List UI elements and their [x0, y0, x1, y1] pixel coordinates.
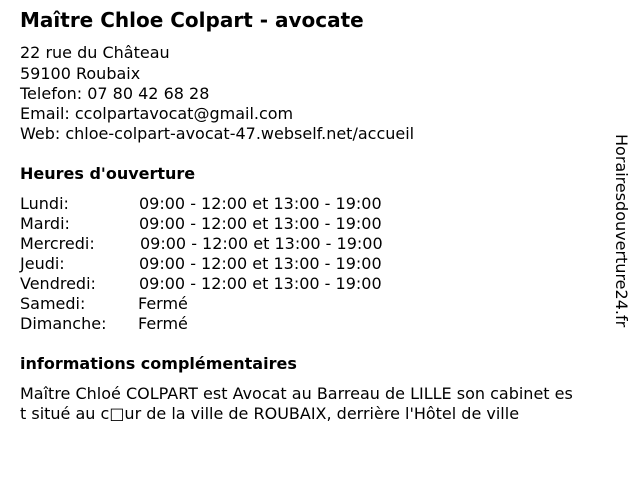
day-hours: 09:00 - 12:00 et 13:00 - 19:00 [139, 254, 382, 273]
page-title: Maître Chloe Colpart - avocate [20, 8, 364, 32]
address-street: 22 rue du Château [20, 43, 170, 62]
day-label: Mercredi: [20, 234, 95, 253]
hours-heading: Heures d'ouverture [20, 164, 196, 183]
email-line: Email: ccolpartavocat@gmail.com [20, 104, 294, 123]
day-label: Samedi: [20, 294, 86, 313]
phone-line: Telefon: 07 80 42 68 28 [20, 84, 210, 103]
day-label: Mardi: [20, 214, 70, 233]
info-heading: informations complémentaires [20, 354, 297, 373]
day-hours: 09:00 - 12:00 et 13:00 - 19:00 [140, 234, 383, 253]
address-city: 59100 Roubaix [20, 64, 141, 83]
day-label: Jeudi: [20, 254, 65, 273]
day-label: Lundi: [20, 194, 69, 213]
web-line: Web: chloe-colpart-avocat-47.webself.net/accueil [20, 124, 415, 143]
info-text-line-2: t situé au c□ur de la ville de ROUBAIX, derrière l'Hôtel de ville [20, 404, 520, 423]
day-hours: 09:00 - 12:00 et 13:00 - 19:00 [139, 274, 382, 293]
site-watermark: Horairesdouverture24.fr [612, 134, 631, 328]
day-hours: Fermé [138, 314, 188, 333]
day-hours: 09:00 - 12:00 et 13:00 - 19:00 [139, 214, 382, 233]
day-label: Dimanche: [20, 314, 107, 333]
day-label: Vendredi: [20, 274, 96, 293]
day-hours: Fermé [138, 294, 188, 313]
day-hours: 09:00 - 12:00 et 13:00 - 19:00 [139, 194, 382, 213]
info-text-line-1: Maître Chloé COLPART est Avocat au Barreau de LILLE son cabinet es [20, 384, 573, 403]
